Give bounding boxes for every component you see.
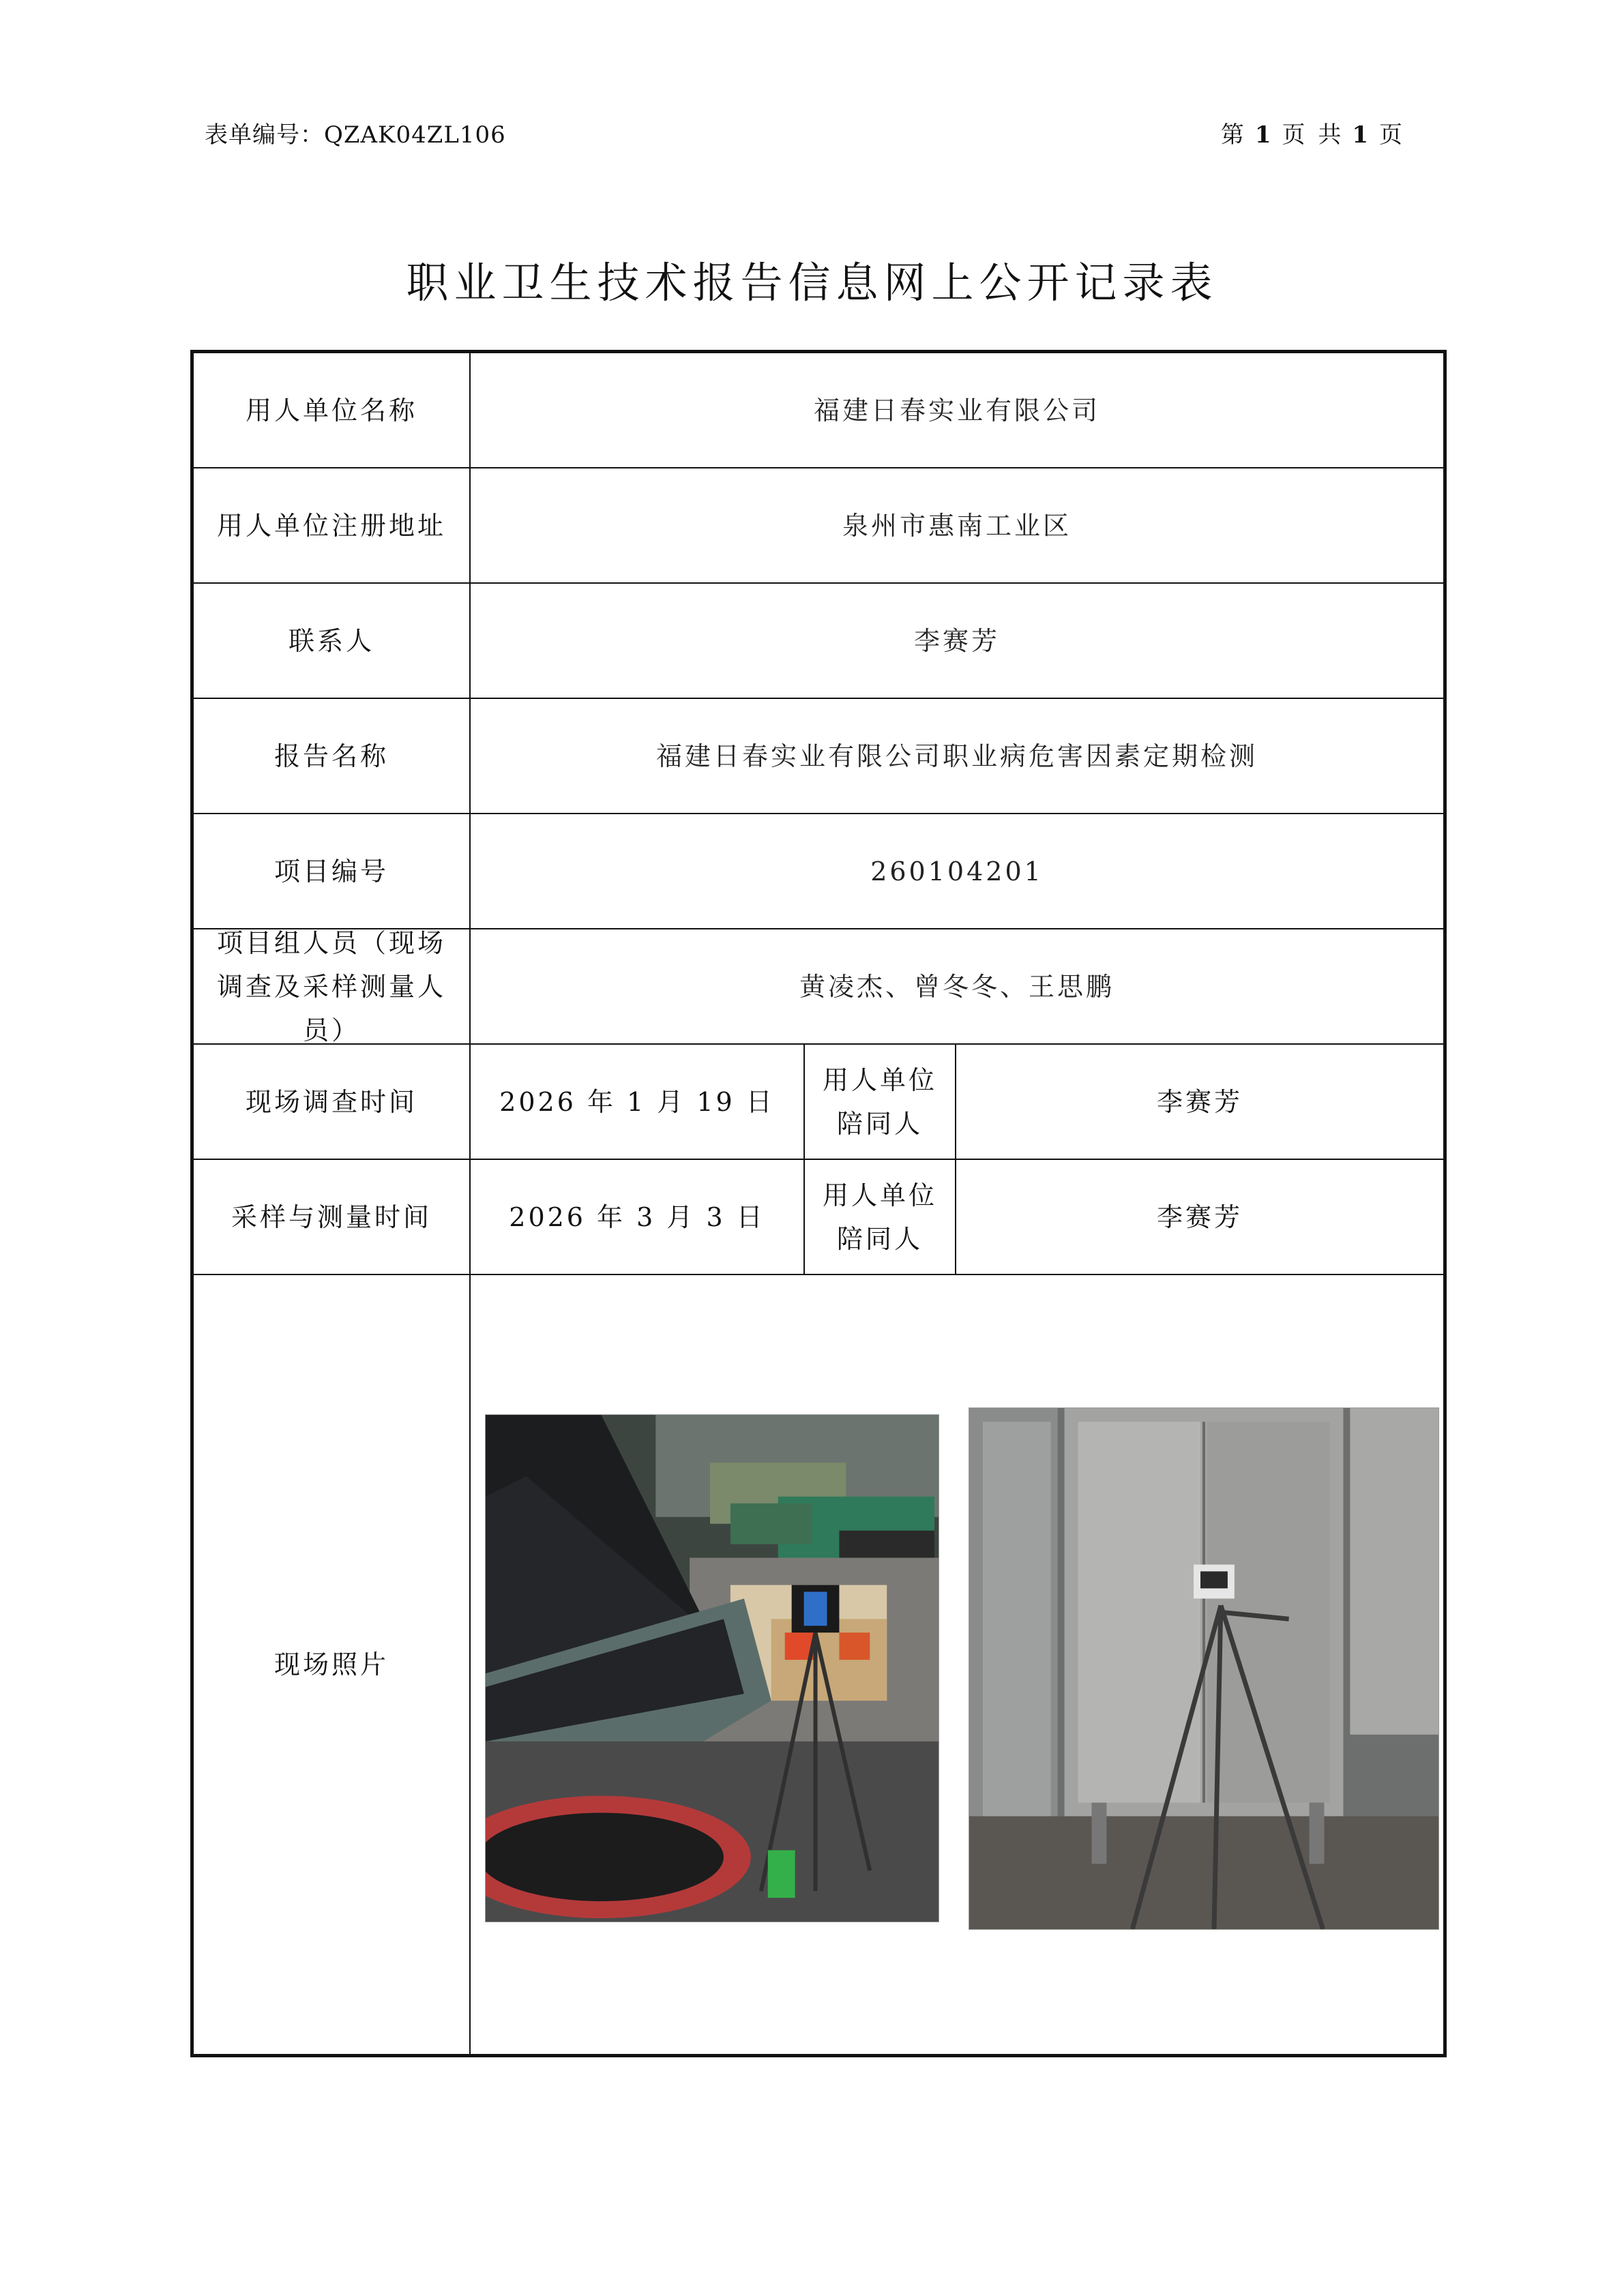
company-name-label: 用人单位名称 xyxy=(194,353,471,467)
contact-value: 李赛芳 xyxy=(913,625,1000,656)
report-name-label: 报告名称 xyxy=(194,699,471,813)
project-no-value: 260104201 xyxy=(870,856,1044,886)
site-photo-cabinets-image xyxy=(969,1408,1438,1929)
photos-label: 现场照片 xyxy=(194,1275,471,2054)
photo-area xyxy=(471,1275,1443,2054)
site-photo-cabinets xyxy=(969,1407,1439,1930)
survey-time-label: 现场调查时间 xyxy=(194,1045,471,1159)
page-middle: 页 共 xyxy=(1282,121,1344,149)
page-total: 1 xyxy=(1352,121,1371,149)
table-row-team xyxy=(194,929,1443,1045)
sampling-companion: 李赛芳 xyxy=(1156,1202,1243,1232)
survey-date: 2026 年 1 月 19 日 xyxy=(471,1045,805,1159)
table-row-photos xyxy=(194,1275,1443,2054)
table-row-project-no xyxy=(194,814,1443,929)
form-code: 表单编号：QZAK04ZL106 xyxy=(205,121,506,149)
address-label: 用人单位注册地址 xyxy=(194,468,471,582)
document-title: 职业卫生技术报告信息网上公开记录表 xyxy=(406,258,1218,308)
site-photo-conveyor xyxy=(485,1414,939,1922)
sampling-companion-label: 用人单位陪同人 xyxy=(805,1160,956,1274)
page-suffix: 页 xyxy=(1379,121,1405,149)
page-prefix: 第 xyxy=(1220,121,1247,149)
company-name-value: 福建日春实业有限公司 xyxy=(813,395,1100,426)
table-row-sampling xyxy=(194,1160,1443,1275)
team-value: 黄凌杰、曾冬冬、王思鹏 xyxy=(799,971,1114,1002)
table-row-survey xyxy=(194,1045,1443,1160)
project-no-label: 项目编号 xyxy=(194,814,471,928)
page-current: 1 xyxy=(1254,121,1274,149)
address-value: 泉州市惠南工业区 xyxy=(842,510,1072,541)
table-row-company-name xyxy=(194,353,1443,468)
page-counter xyxy=(1221,116,1405,149)
table-row-report-name xyxy=(194,699,1443,814)
sampling-date: 2026 年 3 月 3 日 xyxy=(471,1160,805,1274)
record-table xyxy=(190,350,1447,2057)
survey-companion-label: 用人单位陪同人 xyxy=(805,1045,956,1159)
sampling-time-label: 采样与测量时间 xyxy=(194,1160,471,1274)
page-header xyxy=(205,109,1405,150)
survey-companion: 李赛芳 xyxy=(1156,1086,1243,1117)
contact-label: 联系人 xyxy=(194,584,471,698)
table-row-address xyxy=(194,468,1443,584)
table-row-contact xyxy=(194,584,1443,699)
report-name-value: 福建日春实业有限公司职业病危害因素定期检测 xyxy=(655,741,1258,771)
site-photo-conveyor-image xyxy=(486,1415,939,1922)
team-label: 项目组人员（现场调查及采样测量人员） xyxy=(194,929,471,1043)
